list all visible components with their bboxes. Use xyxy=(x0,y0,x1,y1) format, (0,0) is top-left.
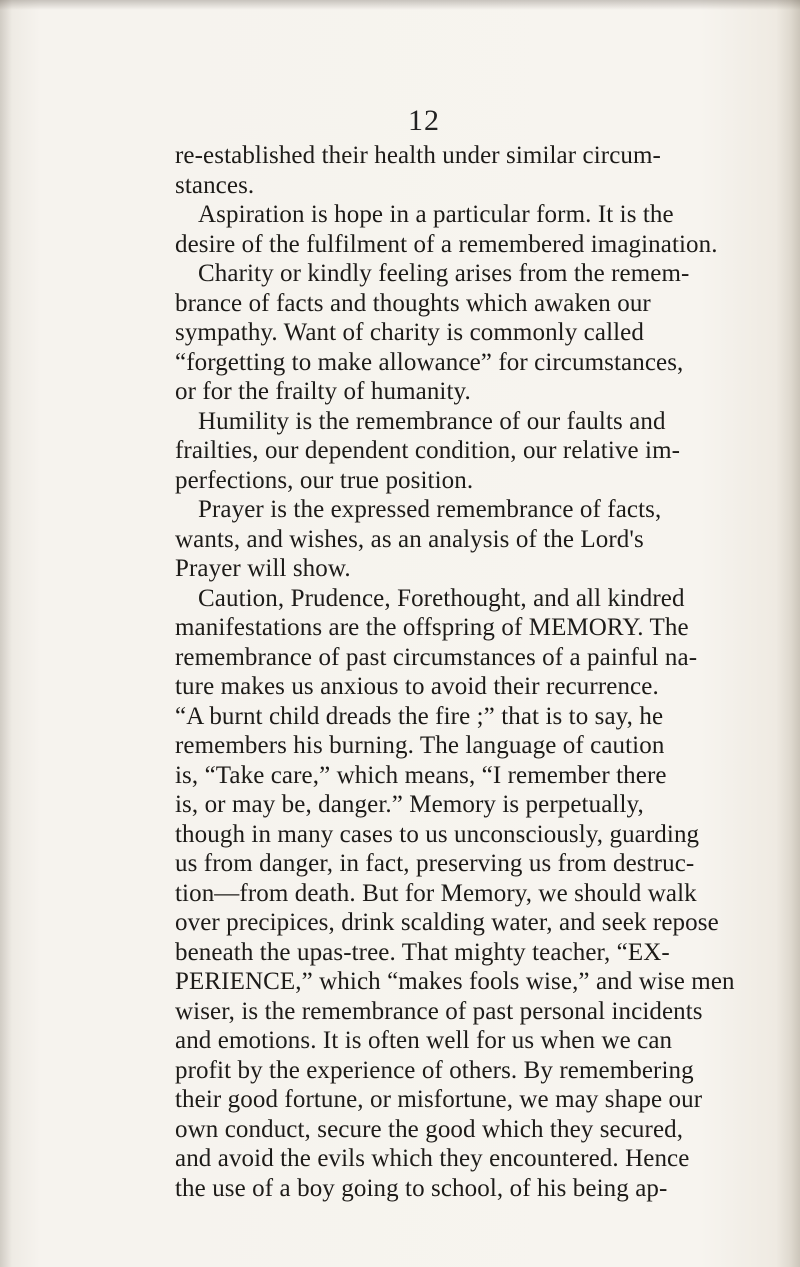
text-line: “A burnt child dreads the fire ;” that is to say, he xyxy=(175,702,664,730)
body-text xyxy=(175,141,795,1203)
text-line: “forgetting to make allowance” for circumstances, xyxy=(175,348,684,376)
text-line: is, “Take care,” which means, “I remember there xyxy=(175,761,667,789)
text-line: and avoid the evils which they encountered. Hence xyxy=(175,1145,690,1172)
page-number: 12 xyxy=(408,104,440,137)
page-left-edge-shadow xyxy=(0,0,12,1267)
text-line: their good fortune, or misfortune, we may shape our xyxy=(175,1086,703,1113)
text-line: is, or may be, danger.” Memory is perpetually, xyxy=(175,791,644,818)
text-line: own conduct, secure the good which they secured, xyxy=(175,1115,684,1143)
text-line: though in many cases to us unconsciously, guarding xyxy=(175,820,700,848)
text-line: PERIENCE,” which “makes fools wise,” and wise men xyxy=(175,968,735,995)
text-line: Charity or kindly feeling arises from the remem- xyxy=(198,260,690,287)
text-line: ture makes us anxious to avoid their recurrence. xyxy=(175,673,659,700)
text-line: manifestations are the offspring of MEMORY. The xyxy=(175,614,689,641)
text-line: brance of facts and thoughts which awaken our xyxy=(175,289,651,317)
text-line: frailties, our dependent condition, our relative im- xyxy=(175,437,681,464)
text-line: wiser, is the remembrance of past personal incidents xyxy=(175,997,703,1025)
text-line: Aspiration is hope in a particular form. It is the xyxy=(198,201,674,228)
text-line: or for the frailty of humanity. xyxy=(175,378,471,405)
text-line: perfections, our true position. xyxy=(175,466,474,494)
text-line: wants, and wishes, as an analysis of the Lord's xyxy=(175,525,644,553)
text-line: us from danger, in fact, preserving us from destruc- xyxy=(175,850,695,877)
text-line: sympathy. Want of charity is commonly called xyxy=(175,319,644,346)
text-line: profit by the experience of others. By remembering xyxy=(175,1056,694,1084)
text-line: remembrance of past circumstances of a painful na- xyxy=(175,643,698,671)
text-line: Prayer will show. xyxy=(175,555,351,582)
page-top-edge-shadow xyxy=(0,0,800,10)
text-line: stances. xyxy=(175,171,255,199)
text-line: remembers his burning. The language of caution xyxy=(175,732,665,759)
text-line: desire of the fulfilment of a remembered imagination. xyxy=(175,230,718,258)
text-line: beneath the upas-tree. That mighty teacher, “EX- xyxy=(175,938,670,966)
text-line: over precipices, drink scalding water, and seek repose xyxy=(175,909,719,936)
text-line: Prayer is the expressed remembrance of facts, xyxy=(198,496,662,523)
text-line: re-established their health under similar circum- xyxy=(175,142,661,169)
text-line: and emotions. It is often well for us when we can xyxy=(175,1027,673,1054)
text-line: the use of a boy going to school, of his being ap- xyxy=(175,1174,668,1202)
text-line: Humility is the remembrance of our faults and xyxy=(198,407,666,435)
text-line: Caution, Prudence, Forethought, and all kindred xyxy=(198,584,685,612)
text-line: tion—from death. But for Memory, we should walk xyxy=(175,879,697,907)
